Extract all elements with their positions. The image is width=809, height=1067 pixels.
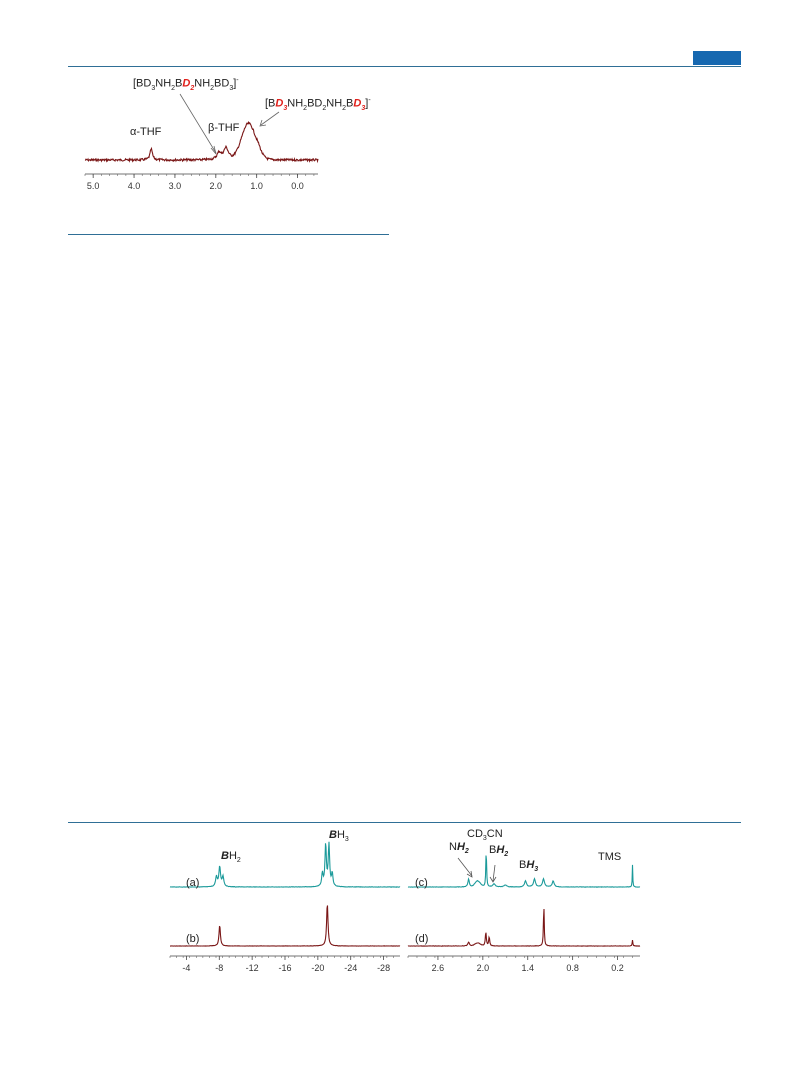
bottom-spectra-figure bbox=[0, 820, 809, 990]
b11-tick-label: -8 bbox=[215, 963, 224, 973]
label-h1-bh2: $BH_2$ bbox=[489, 844, 509, 859]
h1-tick-label: 0.8 bbox=[566, 963, 579, 973]
b11-tick-label: -4 bbox=[182, 963, 191, 973]
h1-tick-label: 2.0 bbox=[476, 963, 490, 973]
top-tick-label: 2.0 bbox=[209, 181, 223, 191]
label-beta-thf: β-THF bbox=[208, 122, 240, 134]
label-h1-nh2: $NH_2$ bbox=[449, 841, 469, 856]
bottom-spectra-svg bbox=[0, 820, 809, 990]
top-tick-label: 3.0 bbox=[168, 181, 182, 191]
series-label-a: (a) bbox=[186, 877, 200, 889]
arrow-bd2-head bbox=[211, 146, 216, 154]
arrow-nh2 bbox=[458, 858, 472, 876]
b11-tick-label: -24 bbox=[344, 963, 358, 973]
b11-tick-label: -28 bbox=[377, 963, 391, 973]
series-label-b: (b) bbox=[186, 933, 200, 945]
top-spectrum-svg bbox=[0, 0, 809, 230]
h1-tick-label: 1.4 bbox=[521, 963, 534, 973]
label-b11-bh3: $BH_3$ bbox=[329, 829, 349, 844]
label-h1-tms: TMS bbox=[598, 851, 622, 863]
top-tick-label: 1.0 bbox=[250, 181, 263, 191]
figure-caption-rule bbox=[68, 234, 389, 235]
top-tick-label: 0.0 bbox=[291, 181, 304, 191]
arrow-nh2-head bbox=[467, 871, 472, 877]
label-h1-cd3cn: $CD_3CN$ bbox=[467, 828, 503, 843]
b11-tick-label: -12 bbox=[245, 963, 259, 973]
h1-tick-label: 0.2 bbox=[611, 963, 624, 973]
label-alpha-thf: α-THF bbox=[130, 126, 162, 138]
top-spectrum-line bbox=[85, 122, 318, 161]
label-h1-bh3: $BH_3$ bbox=[519, 859, 539, 874]
top-spectrum-figure bbox=[0, 0, 809, 230]
spectrum-b bbox=[170, 906, 400, 947]
label-anion-bd3: $[BD_3NH_2BD_2NH_2BD_3]^-$ bbox=[265, 97, 371, 112]
series-label-d: (d) bbox=[415, 933, 429, 945]
arrow-bd3 bbox=[261, 112, 279, 125]
top-tick-label: 5.0 bbox=[86, 181, 100, 191]
top-tick-label: 4.0 bbox=[127, 181, 141, 191]
label-anion-bd2: $[BD_3NH_2BD_2NH_2BD_3]^-$ bbox=[133, 77, 239, 92]
b11-tick-label: -16 bbox=[278, 963, 292, 973]
spectrum-a bbox=[170, 842, 400, 887]
b11-tick-label: -20 bbox=[311, 963, 325, 973]
h1-tick-label: 2.6 bbox=[431, 963, 445, 973]
spectrum-d bbox=[408, 909, 640, 946]
label-b11-bh2: $BH_2$ bbox=[221, 850, 241, 865]
series-label-c: (c) bbox=[415, 877, 428, 889]
arrow-bd3-head bbox=[260, 120, 266, 126]
